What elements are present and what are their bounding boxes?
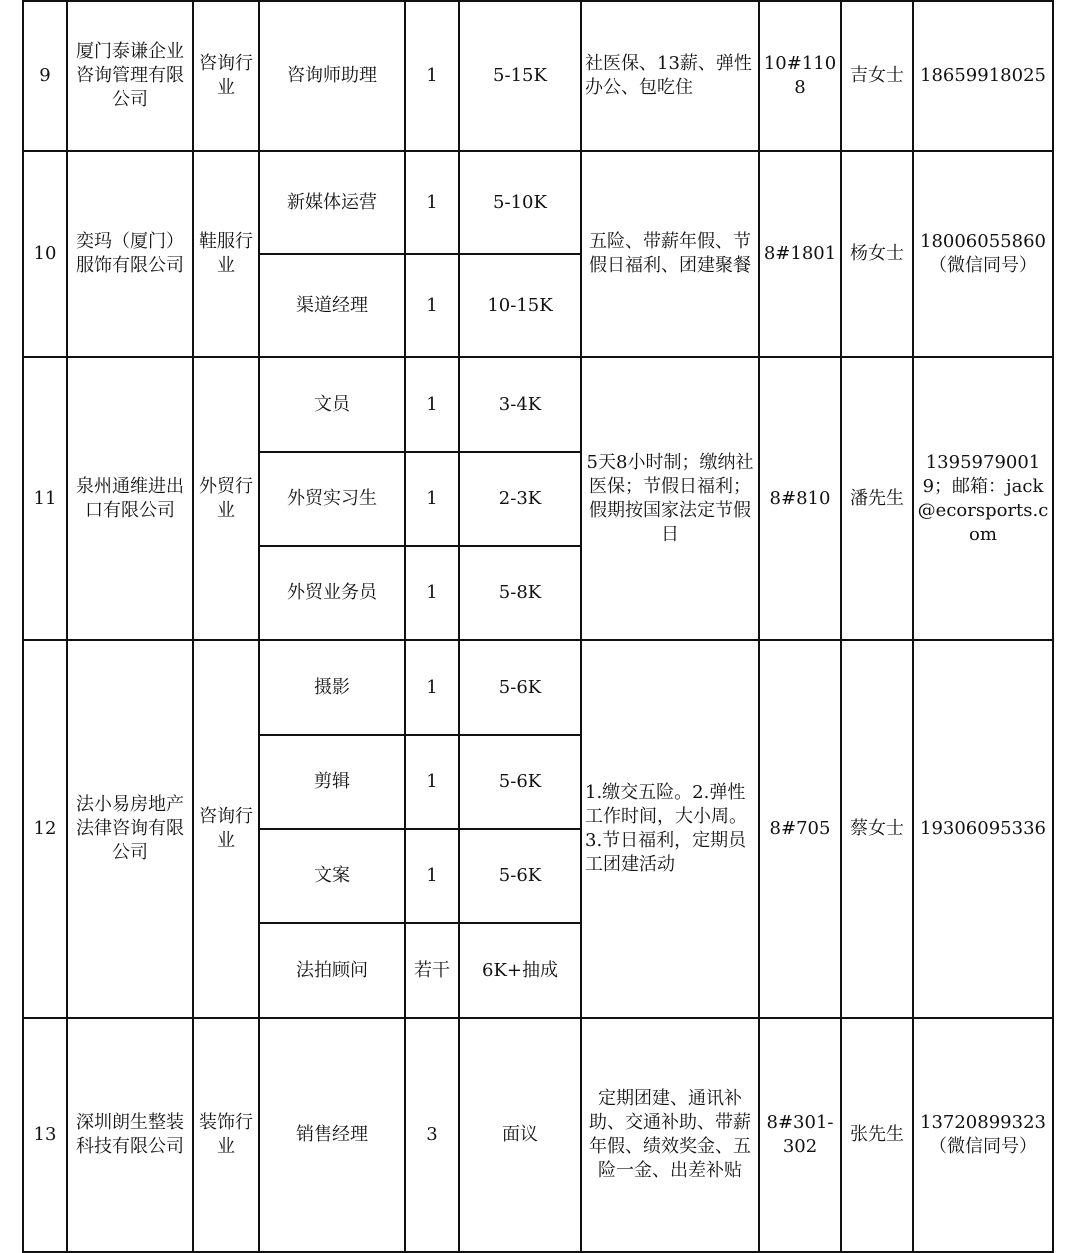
row-number: 11 xyxy=(23,357,67,640)
recruitment-table xyxy=(22,0,1054,1253)
contact-phone: 18006055860（微信同号） xyxy=(913,151,1053,357)
table-row xyxy=(23,1018,1053,1252)
position-salary: 2-3K xyxy=(459,452,581,546)
benefits: 五险、带薪年假、节假日福利、团建聚餐 xyxy=(581,151,759,357)
position-salary: 3-4K xyxy=(459,357,581,452)
benefits: 社医保、13薪、弹性办公、包吃住 xyxy=(581,1,759,151)
position-count: 若干 xyxy=(405,923,459,1018)
table-row xyxy=(23,640,1053,735)
position-title: 法拍顾问 xyxy=(259,923,405,1018)
company-name: 厦门泰谦企业咨询管理有限公司 xyxy=(67,1,193,151)
industry: 装饰行业 xyxy=(193,1018,259,1252)
position-count: 1 xyxy=(405,452,459,546)
position-title: 渠道经理 xyxy=(259,254,405,357)
position-title: 剪辑 xyxy=(259,735,405,829)
row-number: 12 xyxy=(23,640,67,1018)
position-salary: 5-6K xyxy=(459,735,581,829)
position-count: 1 xyxy=(405,357,459,452)
position-count: 1 xyxy=(405,546,459,640)
company-name: 奕玛（厦门）服饰有限公司 xyxy=(67,151,193,357)
benefits: 5天8小时制；缴纳社医保；节假日福利；假期按国家法定节假日 xyxy=(581,357,759,640)
contact-phone: 18659918025 xyxy=(913,1,1053,151)
table-row xyxy=(23,357,1053,452)
position-count: 1 xyxy=(405,829,459,923)
position-salary: 5-6K xyxy=(459,829,581,923)
position-salary: 6K+抽成 xyxy=(459,923,581,1018)
position-title: 文案 xyxy=(259,829,405,923)
position-title: 新媒体运营 xyxy=(259,151,405,254)
room-number: 8#810 xyxy=(759,357,841,640)
position-title: 外贸实习生 xyxy=(259,452,405,546)
industry: 咨询行业 xyxy=(193,1,259,151)
position-salary: 5-15K xyxy=(459,1,581,151)
industry: 咨询行业 xyxy=(193,640,259,1018)
industry: 外贸行业 xyxy=(193,357,259,640)
benefits: 1.缴交五险。2.弹性工作时间，大小周。3.节日福利，定期员工团建活动 xyxy=(581,640,759,1018)
contact-phone: 19306095336 xyxy=(913,640,1053,1018)
contact-person: 潘先生 xyxy=(841,357,913,640)
row-number: 10 xyxy=(23,151,67,357)
position-count: 3 xyxy=(405,1018,459,1252)
position-count: 1 xyxy=(405,1,459,151)
room-number: 8#1801 xyxy=(759,151,841,357)
row-number: 9 xyxy=(23,1,67,151)
position-count: 1 xyxy=(405,640,459,735)
position-title: 咨询师助理 xyxy=(259,1,405,151)
industry: 鞋服行业 xyxy=(193,151,259,357)
row-number: 13 xyxy=(23,1018,67,1252)
position-salary: 5-10K xyxy=(459,151,581,254)
position-count: 1 xyxy=(405,254,459,357)
position-salary: 面议 xyxy=(459,1018,581,1252)
table-row xyxy=(23,151,1053,254)
contact-person: 张先生 xyxy=(841,1018,913,1252)
position-salary: 5-6K xyxy=(459,640,581,735)
company-name: 法小易房地产法律咨询有限公司 xyxy=(67,640,193,1018)
position-title: 文员 xyxy=(259,357,405,452)
position-count: 1 xyxy=(405,735,459,829)
room-number: 8#301-302 xyxy=(759,1018,841,1252)
contact-person: 吉女士 xyxy=(841,1,913,151)
position-title: 外贸业务员 xyxy=(259,546,405,640)
room-number: 8#705 xyxy=(759,640,841,1018)
position-salary: 5-8K xyxy=(459,546,581,640)
contact-phone: 13720899323（微信同号） xyxy=(913,1018,1053,1252)
contact-person: 杨女士 xyxy=(841,151,913,357)
position-title: 摄影 xyxy=(259,640,405,735)
company-name: 泉州通维进出口有限公司 xyxy=(67,357,193,640)
table-row xyxy=(23,1,1053,151)
contact-phone: 13959790019；邮箱：jack@ecorsports.com xyxy=(913,357,1053,640)
contact-person: 蔡女士 xyxy=(841,640,913,1018)
room-number: 10#1108 xyxy=(759,1,841,151)
position-count: 1 xyxy=(405,151,459,254)
company-name: 深圳朗生整装科技有限公司 xyxy=(67,1018,193,1252)
position-salary: 10-15K xyxy=(459,254,581,357)
benefits: 定期团建、通讯补助、交通补助、带薪年假、绩效奖金、五险一金、出差补贴 xyxy=(581,1018,759,1252)
position-title: 销售经理 xyxy=(259,1018,405,1252)
